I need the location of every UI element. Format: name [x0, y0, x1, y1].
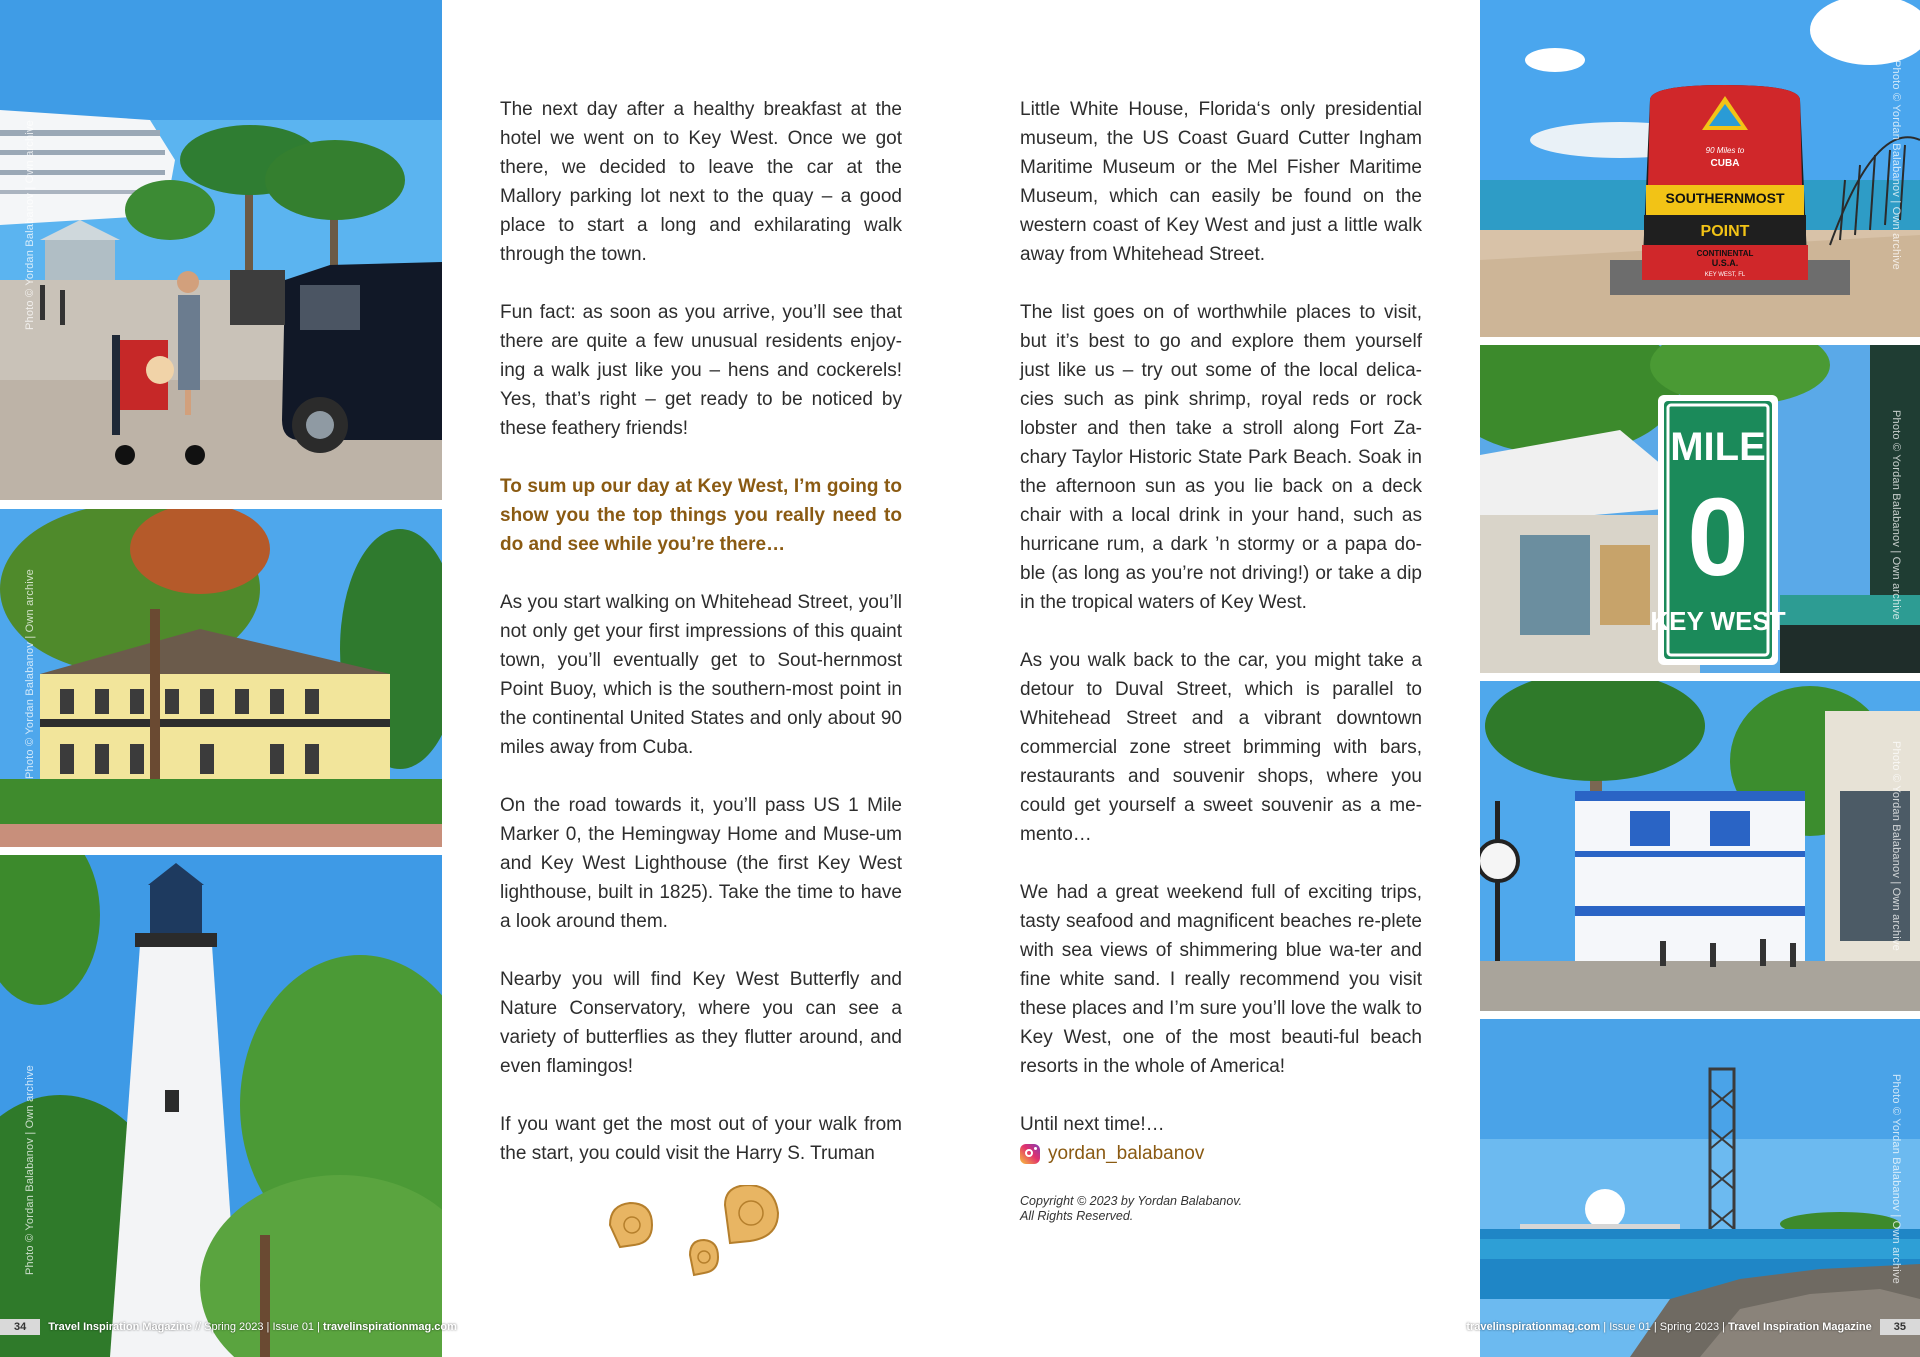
seashell-decoration	[600, 1185, 800, 1295]
photo-key-west-lighthouse	[0, 855, 442, 1357]
paragraph: As you start walking on Whitehead Street, you’ll not only get your first impressions of this quaint town, you’ll eventually get to Sout-hernmost Point Buoy, which is the southern-most point in the continental United States and only about 90 miles away from Cuba.	[500, 592, 902, 758]
text-column-right	[1020, 95, 1422, 1224]
photo-credit: Photo © Yordan Balabanov | Own archive	[1890, 1074, 1902, 1284]
footer-issue: Issue 01	[1609, 1321, 1651, 1333]
footer-text: Travel Inspiration Magazine // Spring 2023 | Issue 01 | travelinspirationmag.com	[48, 1321, 457, 1333]
copyright-notice: Copyright © 2023 by Yordan Balabanov. All Rights Reserved.	[1020, 1194, 1243, 1223]
buoy-keywest-text: KEY WEST, FL	[1704, 272, 1746, 278]
buoy-point-text: POINT	[1700, 223, 1750, 240]
photo-mile-zero-sign	[1480, 345, 1920, 673]
footer-season: Spring 2023	[204, 1321, 264, 1333]
paragraph: The next day after a healthy breakfast at the hotel we went on to Key West. Once we got there, we decided to leave the car at the Mallory parking lot next to the quay – a good place to start a long and exhilarating walk through the town.	[500, 99, 902, 265]
paragraph: Little White House, Florida‘s only presidential museum, the US Coast Guard Cutter Ingham Maritime Museum or the Mel Fisher Maritime Museum, which can easily be found on the western coast of Key West and just a little walk away from Whitehead Street.	[1020, 99, 1422, 265]
buoy-cuba-text: CUBA	[1710, 158, 1740, 169]
photo-credit: Photo © Yordan Balabanov | Own archive	[24, 569, 36, 779]
page-number: 35	[1880, 1319, 1920, 1335]
paragraph: The list goes on of worthwhile places to visit, but it’s best to go and explore them yourself just like us – try out some of the local delica-cies such as pink shrimp, royal reds or rock lobster and then take a stroll along Fort Za-chary Taylor Historic State Park Beach. Soak in the afternoon sun as you lie back on a deck chair with a local drink in your hand, such as hurricane rum, a dark ’n stormy or a papa do-ble (as long as you’re not driving!) or take a dip in the tropical waters of Key West.	[1020, 302, 1422, 613]
footer-magazine: Travel Inspiration Magazine	[1728, 1321, 1872, 1333]
instagram-handle[interactable]: yordan_balabanov	[1048, 1143, 1205, 1164]
mile-sign-keywest: KEY WEST	[1650, 606, 1786, 636]
highlight-paragraph: To sum up our day at Key West, I’m going to show you the top things you really need to do and see while you’re there…	[500, 476, 902, 555]
paragraph: Fun fact: as soon as you arrive, you’ll see that there are quite a few unusual residents enjoy-ing a walk just like you – hens and cockerels! Yes, that’s right – get ready to be noticed by these feathery friends!	[500, 302, 902, 439]
photo-beach-tower	[1480, 1019, 1920, 1357]
footer-season: Spring 2023	[1659, 1321, 1720, 1333]
closing-line: Until next time!…	[1020, 1114, 1165, 1135]
instagram-icon	[1020, 1144, 1040, 1164]
buoy-usa-text: U.S.A.	[1711, 258, 1739, 268]
buoy-continental-text: CONTINENTAL	[1696, 249, 1754, 258]
text-column-left	[500, 95, 902, 1168]
paragraph: If you want get the most out of your walk from the start, you could visit the Harry S. Truman	[500, 1114, 902, 1164]
paragraph: Nearby you will find Key West Butterfly and Nature Conservatory, where you can see a variety of butterflies as they flutter around, and even flamingos!	[500, 969, 902, 1077]
photo-credit: Photo © Yordan Balabanov | Own archive	[1890, 741, 1902, 951]
buoy-southernmost-text: SOUTHERNMOST	[1665, 190, 1785, 206]
mile-sign-number: 0	[1687, 476, 1749, 599]
footer-site-link[interactable]: travelinspirationmag.com	[1466, 1321, 1601, 1333]
footer-site-link[interactable]: travelinspirationmag.com	[323, 1321, 457, 1333]
footer-left	[0, 1319, 465, 1335]
footer-text: travelinspirationmag.com | Issue 01 | Spring 2023 | Travel Inspiration Magazine	[1466, 1321, 1872, 1333]
photo-cruise-ship-quay	[0, 0, 442, 500]
photo-credit: Photo © Yordan Balabanov | Own archive	[24, 120, 36, 330]
photo-credit: Photo © Yordan Balabanov | Own archive	[24, 1065, 36, 1275]
photo-hemingway-home	[0, 509, 442, 847]
paragraph: We had a great weekend full of exciting trips, tasty seafood and magnificent beaches re-plete with sea views of shimmering blue wa-ter and fine white sand. I really recommend you visit these places and I’m sure you’ll love the walk to Key West, one of the most beauti-ful beach resorts in the whole of America!	[1020, 882, 1422, 1077]
paragraph: On the road towards it, you’ll pass US 1 Mile Marker 0, the Hemingway Home and Muse-um and Key West Lighthouse (the first Key West lighthouse, built in 1825). Take the time to have a look around them.	[500, 795, 902, 932]
instagram-link[interactable]	[1020, 1139, 1422, 1168]
buoy-miles-text: 90 Miles to	[1705, 146, 1745, 155]
photo-duval-street	[1480, 681, 1920, 1011]
footer-issue: Issue 01	[272, 1321, 315, 1333]
photo-southernmost-point-buoy	[1480, 0, 1920, 337]
page-number: 34	[0, 1319, 40, 1335]
footer-right	[1458, 1319, 1920, 1335]
photo-credit: Photo © Yordan Balabanov | Own archive	[1890, 60, 1902, 270]
paragraph: As you walk back to the car, you might take a detour to Duval Street, which is parallel to Whitehead Street and a vibrant downtown commercial zone street brimming with bars, restaurants and souvenir shops, where you could get yourself a sweet souvenir as a me-mento…	[1020, 650, 1422, 845]
photo-credit: Photo © Yordan Balabanov | Own archive	[1890, 410, 1902, 620]
mile-sign-text: MILE	[1670, 425, 1766, 469]
footer-magazine: Travel Inspiration Magazine	[48, 1321, 192, 1333]
